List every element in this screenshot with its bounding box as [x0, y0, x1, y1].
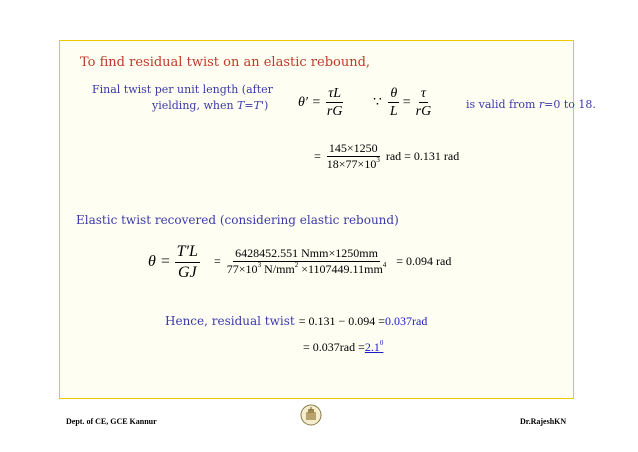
calc2-symbolic-fraction [175, 243, 200, 281]
final-twist-line2-text: yielding, when [152, 99, 238, 112]
residual-degrees [365, 340, 384, 355]
because-symbol: ∵ [373, 95, 382, 111]
final-twist-close: ) [263, 99, 269, 112]
rG-den: rG [415, 104, 432, 120]
calc1-num: 145×1250 [327, 142, 380, 157]
calc2-den2-c: ×1107449.11mm [298, 262, 383, 277]
L-den: L [389, 104, 398, 120]
calc1-den-base: 18×77×10 [326, 157, 377, 172]
elastic-twist-numeric [214, 247, 451, 276]
calc1-result: rad = 0.131 rad [385, 149, 460, 164]
final-twist-line1: Final twist per unit length (after [92, 83, 273, 96]
calc2-den2-exp1: 3 [257, 261, 262, 270]
calc2-result: = 0.094 rad [396, 254, 452, 269]
theta-prime-fraction [325, 86, 345, 120]
theta-prime-lhs: θ′ = [298, 94, 321, 110]
validity-post: =0 to 18. [544, 98, 596, 111]
calc2-den2-b: N/mm [261, 262, 295, 277]
calc2-den2-a: 77×10 [226, 262, 258, 277]
because-formula [373, 86, 433, 120]
calc2-numeric-fraction [225, 247, 389, 276]
residual-deg-sup: 0 [379, 339, 384, 347]
calc2-eq: = [214, 254, 221, 269]
calc1-eq: = [314, 149, 321, 164]
tau-over-rG [414, 86, 434, 120]
final-twist-eq: = [244, 99, 254, 112]
calc1-den [325, 157, 382, 171]
final-twist-T: T [237, 99, 245, 112]
residual-twist-line [165, 314, 427, 329]
calc2-den2-exp3: 4 [382, 261, 387, 270]
footer-right: Dr.RajeshKN [520, 417, 567, 426]
theta-prime-formula [298, 86, 344, 120]
calc2-lhs: θ = [148, 253, 171, 271]
equals-sign: = [402, 94, 411, 110]
calc1-den-exp: 3 [376, 156, 380, 165]
calc2-num: T′L [175, 243, 200, 263]
residual-answer: 0.037rad [385, 314, 428, 328]
residual-expr: = 0.131 − 0.094 = [298, 314, 386, 328]
theta-prime-den: rG [326, 104, 343, 120]
elastic-twist-formula [148, 243, 200, 281]
calc1-fraction [325, 142, 382, 171]
calc2-num2: 6428452.551 Nmm×1250mm [233, 247, 380, 262]
theta-over-L [388, 86, 400, 120]
validity-note [466, 98, 596, 111]
theta-prime-num: τL [326, 86, 343, 103]
theta-num: θ [388, 86, 399, 103]
calc2-den: GJ [177, 263, 197, 281]
residual-label: Hence, residual twist [165, 314, 295, 328]
residual-line2: = 0.037rad = [303, 340, 365, 354]
footer-left: Dept. of CE, GCE Kannur [66, 417, 157, 426]
validity-r: r [538, 98, 545, 111]
residual-degrees-line [303, 340, 383, 355]
calc2-den2 [225, 262, 389, 276]
college-emblem-icon [300, 404, 322, 426]
final-twist-line2 [152, 99, 268, 112]
residual-deg-value: 2.1 [364, 340, 380, 354]
twist-calculation [314, 142, 459, 171]
calc2-den2-exp2: 2 [294, 261, 299, 270]
final-twist-Tprime: T' [253, 99, 264, 112]
tau-num: τ [419, 86, 428, 103]
slide-heading: To find residual twist on an elastic rebound, [80, 55, 371, 70]
elastic-heading: Elastic twist recovered (considering elastic rebound) [76, 213, 399, 227]
validity-pre: is valid from [466, 98, 539, 111]
